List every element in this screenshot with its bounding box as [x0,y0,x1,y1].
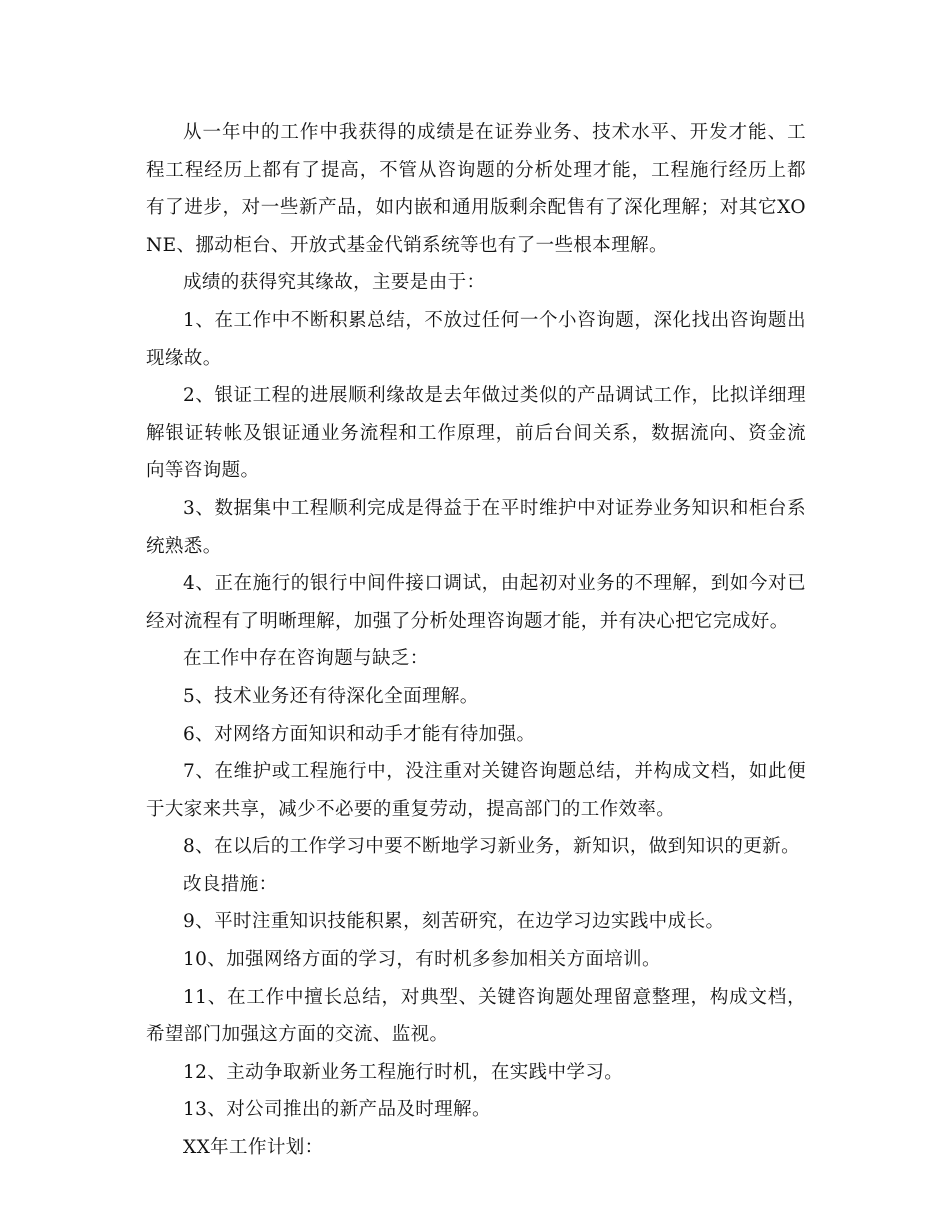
paragraph: 从一年中的工作中我获得的成绩是在证券业务、技术水平、开发才能、工程工程经历上都有了提高，不管从咨询题的分析处理才能，工程施行经历上都有了进步，对一些新产品，如内嵌和通用版剩余配售有了深化理解；对其它XONE、挪动柜台、开放式基金代销系统等也有了一些根本理解。 [146,122,806,256]
paragraph: 改良措施： [183,873,278,895]
paragraph: 5、技术业务还有待深化全面理解。 [183,685,479,707]
paragraph: 6、对网络方面知识和动手才能有待加强。 [183,723,536,745]
paragraph: 10、加强网络方面的学习，有时机多参加相关方面培训。 [183,949,661,971]
paragraph: 在工作中存在咨询题与缺乏： [183,648,429,670]
paragraph: 1、在工作中不断积累总结，不放过任何一个小咨询题，深化找出咨询题出现缘故。 [146,309,806,369]
paragraph: 8、在以后的工作学习中要不断地学习新业务，新知识，做到知识的更新。 [183,836,800,858]
paragraph: 11、在工作中擅长总结，对典型、关键咨询题处理留意整理，构成文档，希望部门加强这方面的交流、监视。 [146,986,806,1046]
paragraph: 13、对公司推出的新产品及时理解。 [183,1099,491,1121]
paragraph: XX年工作计划： [183,1137,324,1159]
paragraph: 2、银证工程的进展顺利缘故是去年做过类似的产品调试工作，比拟详细理解银证转帐及银证通业务流程和工作原理，前后台间关系，数据流向、资金流向等咨询题。 [146,385,806,482]
document-body [146,114,806,1167]
paragraph: 9、平时注重知识技能积累，刻苦研究，在边学习边实践中成长。 [183,911,725,933]
paragraph: 7、在维护或工程施行中，没注重对关键咨询题总结，并构成文档，如此便于大家来共享，减少不必要的重复劳动，提高部门的工作效率。 [146,761,806,820]
paragraph: 4、正在施行的银行中间件接口调试，由起初对业务的不理解，到如今对已经对流程有了明晰理解，加强了分析处理咨询题才能，并有决心把它完成好。 [146,573,806,632]
paragraph: 3、数据集中工程顺利完成是得益于在平时维护中对证券业务知识和柜台系统熟悉。 [146,497,806,557]
paragraph: 12、主动争取新业务工程施行时机，在实践中学习。 [183,1061,624,1083]
paragraph: 成绩的获得究其缘故，主要是由于： [183,272,486,294]
